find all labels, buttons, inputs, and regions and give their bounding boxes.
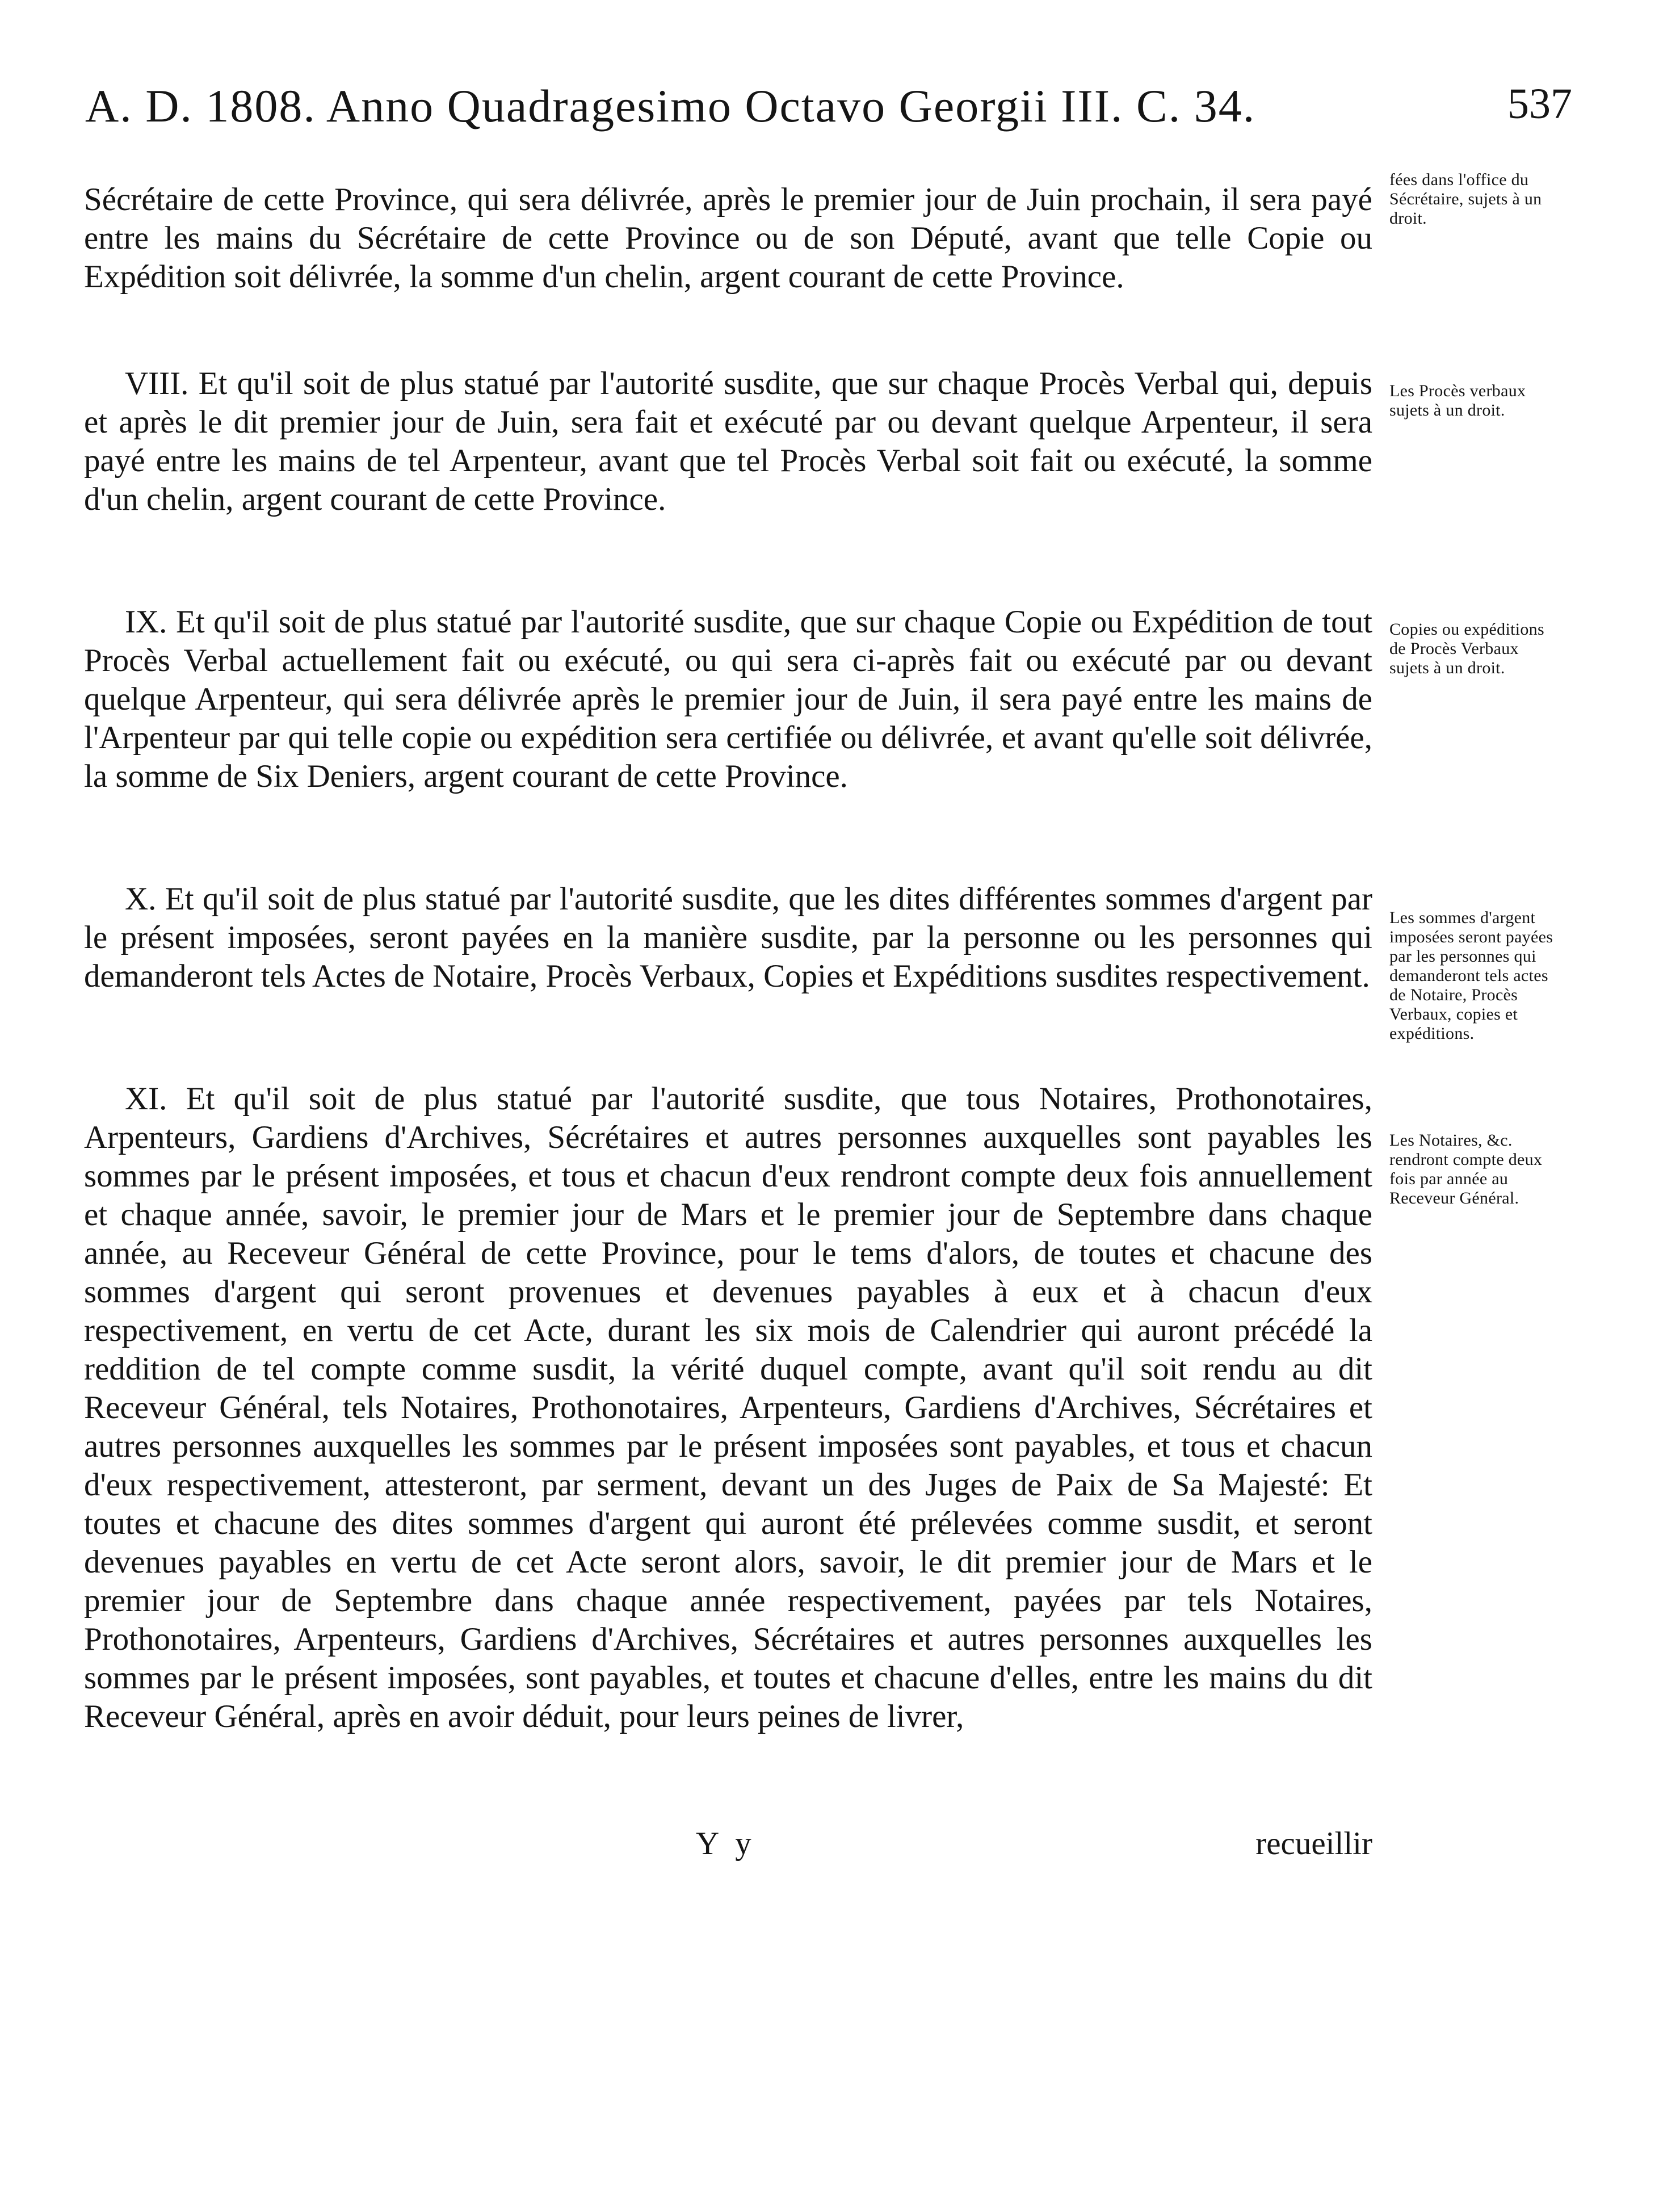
margin-note-notaires-compte: Les Notaires, &c. rendront compte deux fois par année au Receveur Général. (1389, 1131, 1543, 1207)
margin-note-proces-verbaux: Les Procès verbaux sujets à un droit. (1389, 381, 1526, 420)
header-title: A. D. 1808. Anno Quadragesimo Octavo Georgii III. C. 34. (85, 80, 1256, 132)
running-header (85, 79, 1572, 148)
paragraph-continuation: Sécrétaire de cette Province, qui sera délivrée, après le premier jour de Juin prochain, il sera payé entre les mains du Sécrétaire de cette Province ou de son Député, avant que telle Copie ou Expédition soit délivrée, la somme d'un chelin, argent courant de cette Province. (84, 182, 1372, 295)
margin-note-sommes-payees: Les sommes d'argent imposées seront payées par les personnes qui demanderont tels actes de Notaire, Procès Verbaux, copies et expéditions. (1389, 908, 1553, 1043)
page-footer (84, 1825, 1372, 1871)
margin-note-copies-secretaire: fées dans l'office du Sécrétaire, sujets à un droit. (1389, 170, 1542, 228)
paragraph-section-x: X. Et qu'il soit de plus statué par l'autorité susdite, que les dites différentes sommes d'argent par le présent imposées, seront payées en la manière susdite, par la personne ou les personnes qui demanderont tels Actes de Notaire, Procès Verbaux, Copies et Expéditions susdites respectivement. (84, 881, 1372, 994)
page-number: 537 (1507, 80, 1572, 128)
paragraph-section-xi: XI. Et qu'il soit de plus statué par l'autorité susdite, que tous Notaires, Prothonotaires, Arpenteurs, Gardiens d'Archives, Sécrétaires et autres personnes auxquelles sont payables les sommes par le présent imposées, et tous et chacun d'eux rendront compte deux fois annuellement et chaque année, savoir, le premier jour de Mars et le premier jour de Septembre dans chaque année, au Receveur Général de cette Province, pour le tems d'alors, de toutes et chacune des sommes d'argent qui seront provenues et devenues payables à eux et à chacun d'eux respectivement, en vertu de cet Acte, durant les six mois de Calendrier qui auront précédé la reddition de tel compte comme susdit, la vérité duquel compte, avant qu'il soit rendu au dit Receveur Général, tels Notaires, Prothonotaires, Arpenteurs, Gardiens d'Archives, Sécrétaires et autres personnes auxquelles les sommes par le présent imposées sont payables, et tous et chacun d'eux respectivement, attesteront, par serment, devant un des Juges de Paix de Sa Majesté: Et toutes et chacune des dites sommes d'argent qui auront été prélevées comme susdit, et seront devenues payables en vertu de cet Acte seront alors, savoir, le dit premier jour de Mars et le premier jour de Septembre dans chaque année respectivement, payées par tels Notaires, Prothonotaires, Arpenteurs, Gardiens d'Archives, Sécrétaires et autres personnes auxquelles les sommes par le présent imposées, sont payables, et toutes et chacune d'elles, entre les mains du dit Receveur Général, après en avoir déduit, pour leurs peines de livrer, (84, 1081, 1372, 1734)
signature-mark: Y y (696, 1826, 756, 1861)
paragraph-section-ix: IX. Et qu'il soit de plus statué par l'autorité susdite, que sur chaque Copie ou Expédition de tout Procès Verbal actuellement fait ou exécuté, ou qui sera ci-après fait ou exécuté par ou devant quelque Arpenteur, qui sera délivrée après le premier jour de Juin, il sera payé entre les mains de l'Arpenteur par qui telle copie ou expédition sera certifiée ou délivrée, et avant qu'elle soit délivrée, la somme de Six Deniers, argent courant de cette Province. (84, 604, 1372, 794)
margin-note-copies-proces: Copies ou expéditions de Procès Verbaux sujets à un droit. (1389, 620, 1544, 677)
catchword: recueillir (1255, 1826, 1372, 1861)
main-text (84, 181, 1372, 1736)
paragraph-section-viii: VIII. Et qu'il soit de plus statué par l'autorité susdite, que sur chaque Procès Verbal qui, depuis et après le dit premier jour de Juin, sera fait et exécuté par ou devant quelque Arpenteur, il sera payé entre les mains de tel Arpenteur, avant que tel Procès Verbal soit fait ou exécuté, la somme d'un chelin, argent courant de cette Province. (84, 366, 1372, 517)
